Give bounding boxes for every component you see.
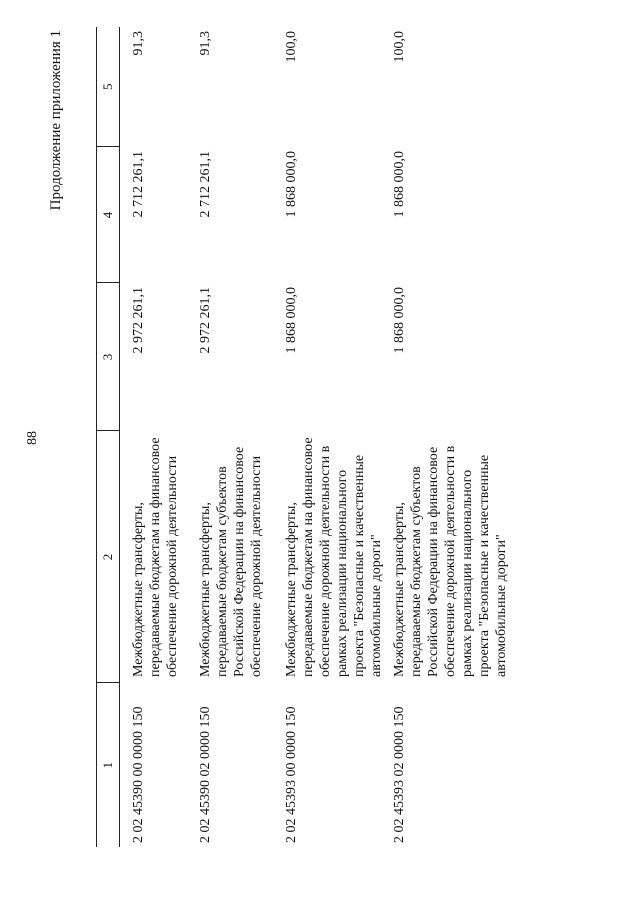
value-cell-col4: 2 712 261,1: [131, 151, 146, 218]
value-cell-col3: 2 972 261,1: [131, 287, 146, 354]
column-header: 5: [97, 27, 120, 147]
item-name-cell: Межбюджетные трансферты, передаваемые бюджетам субъектов Российской Федерации на финансовое обеспечение дорожной деятельности: [198, 446, 264, 677]
value-cell-col4: 2 712 261,1: [198, 151, 213, 218]
table-row: [277, 27, 385, 847]
value-cell-col3: 1 868 000,0: [392, 287, 407, 354]
percent-cell: 100,0: [284, 31, 299, 63]
budget-code-cell: 2 02 45393 02 0000 150: [392, 706, 407, 843]
percent-cell: 100,0: [392, 31, 407, 63]
table-header-row: [97, 27, 120, 847]
table-row: [385, 27, 511, 847]
column-header: 4: [97, 147, 120, 283]
table-row: [191, 27, 277, 847]
value-cell-col3: 2 972 261,1: [198, 287, 213, 354]
column-header: 1: [97, 683, 120, 847]
continuation-note: Продолжение приложения 1: [48, 30, 64, 211]
value-cell-col3: 1 868 000,0: [284, 287, 299, 354]
item-name-cell: Межбюджетные трансферты, передаваемые бюджетам на финансовое обеспечение дорожной деятельности: [131, 437, 180, 677]
column-header: 2: [97, 431, 120, 683]
column-header: 3: [97, 283, 120, 431]
page-number: 88: [25, 431, 40, 445]
table-row: [120, 27, 192, 847]
item-name-cell: Межбюджетные трансферты, передаваемые бюджетам субъектов Российской Федерации на финансовое обеспечение дорожной деятельности в рамках реализации национального проекта "Безопасные и качественные автомобильные дороги": [392, 445, 509, 677]
budget-code-cell: 2 02 45390 00 0000 150: [131, 706, 146, 843]
appendix-table: [96, 27, 511, 847]
value-cell-col4: 1 868 000,0: [284, 151, 299, 218]
item-name-cell: Межбюджетные трансферты, передаваемые бюджетам на финансовое обеспечение дорожной деятельности в рамках реализации национального проекта "Безопасные и качественные автомобильные дороги": [284, 437, 384, 677]
appendix-table-container: [96, 27, 511, 847]
budget-code-cell: 2 02 45390 02 0000 150: [198, 706, 213, 843]
budget-code-cell: 2 02 45393 00 0000 150: [284, 706, 299, 843]
value-cell-col4: 1 868 000,0: [392, 151, 407, 218]
percent-cell: 91,3: [198, 31, 213, 56]
percent-cell: 91,3: [131, 31, 146, 56]
